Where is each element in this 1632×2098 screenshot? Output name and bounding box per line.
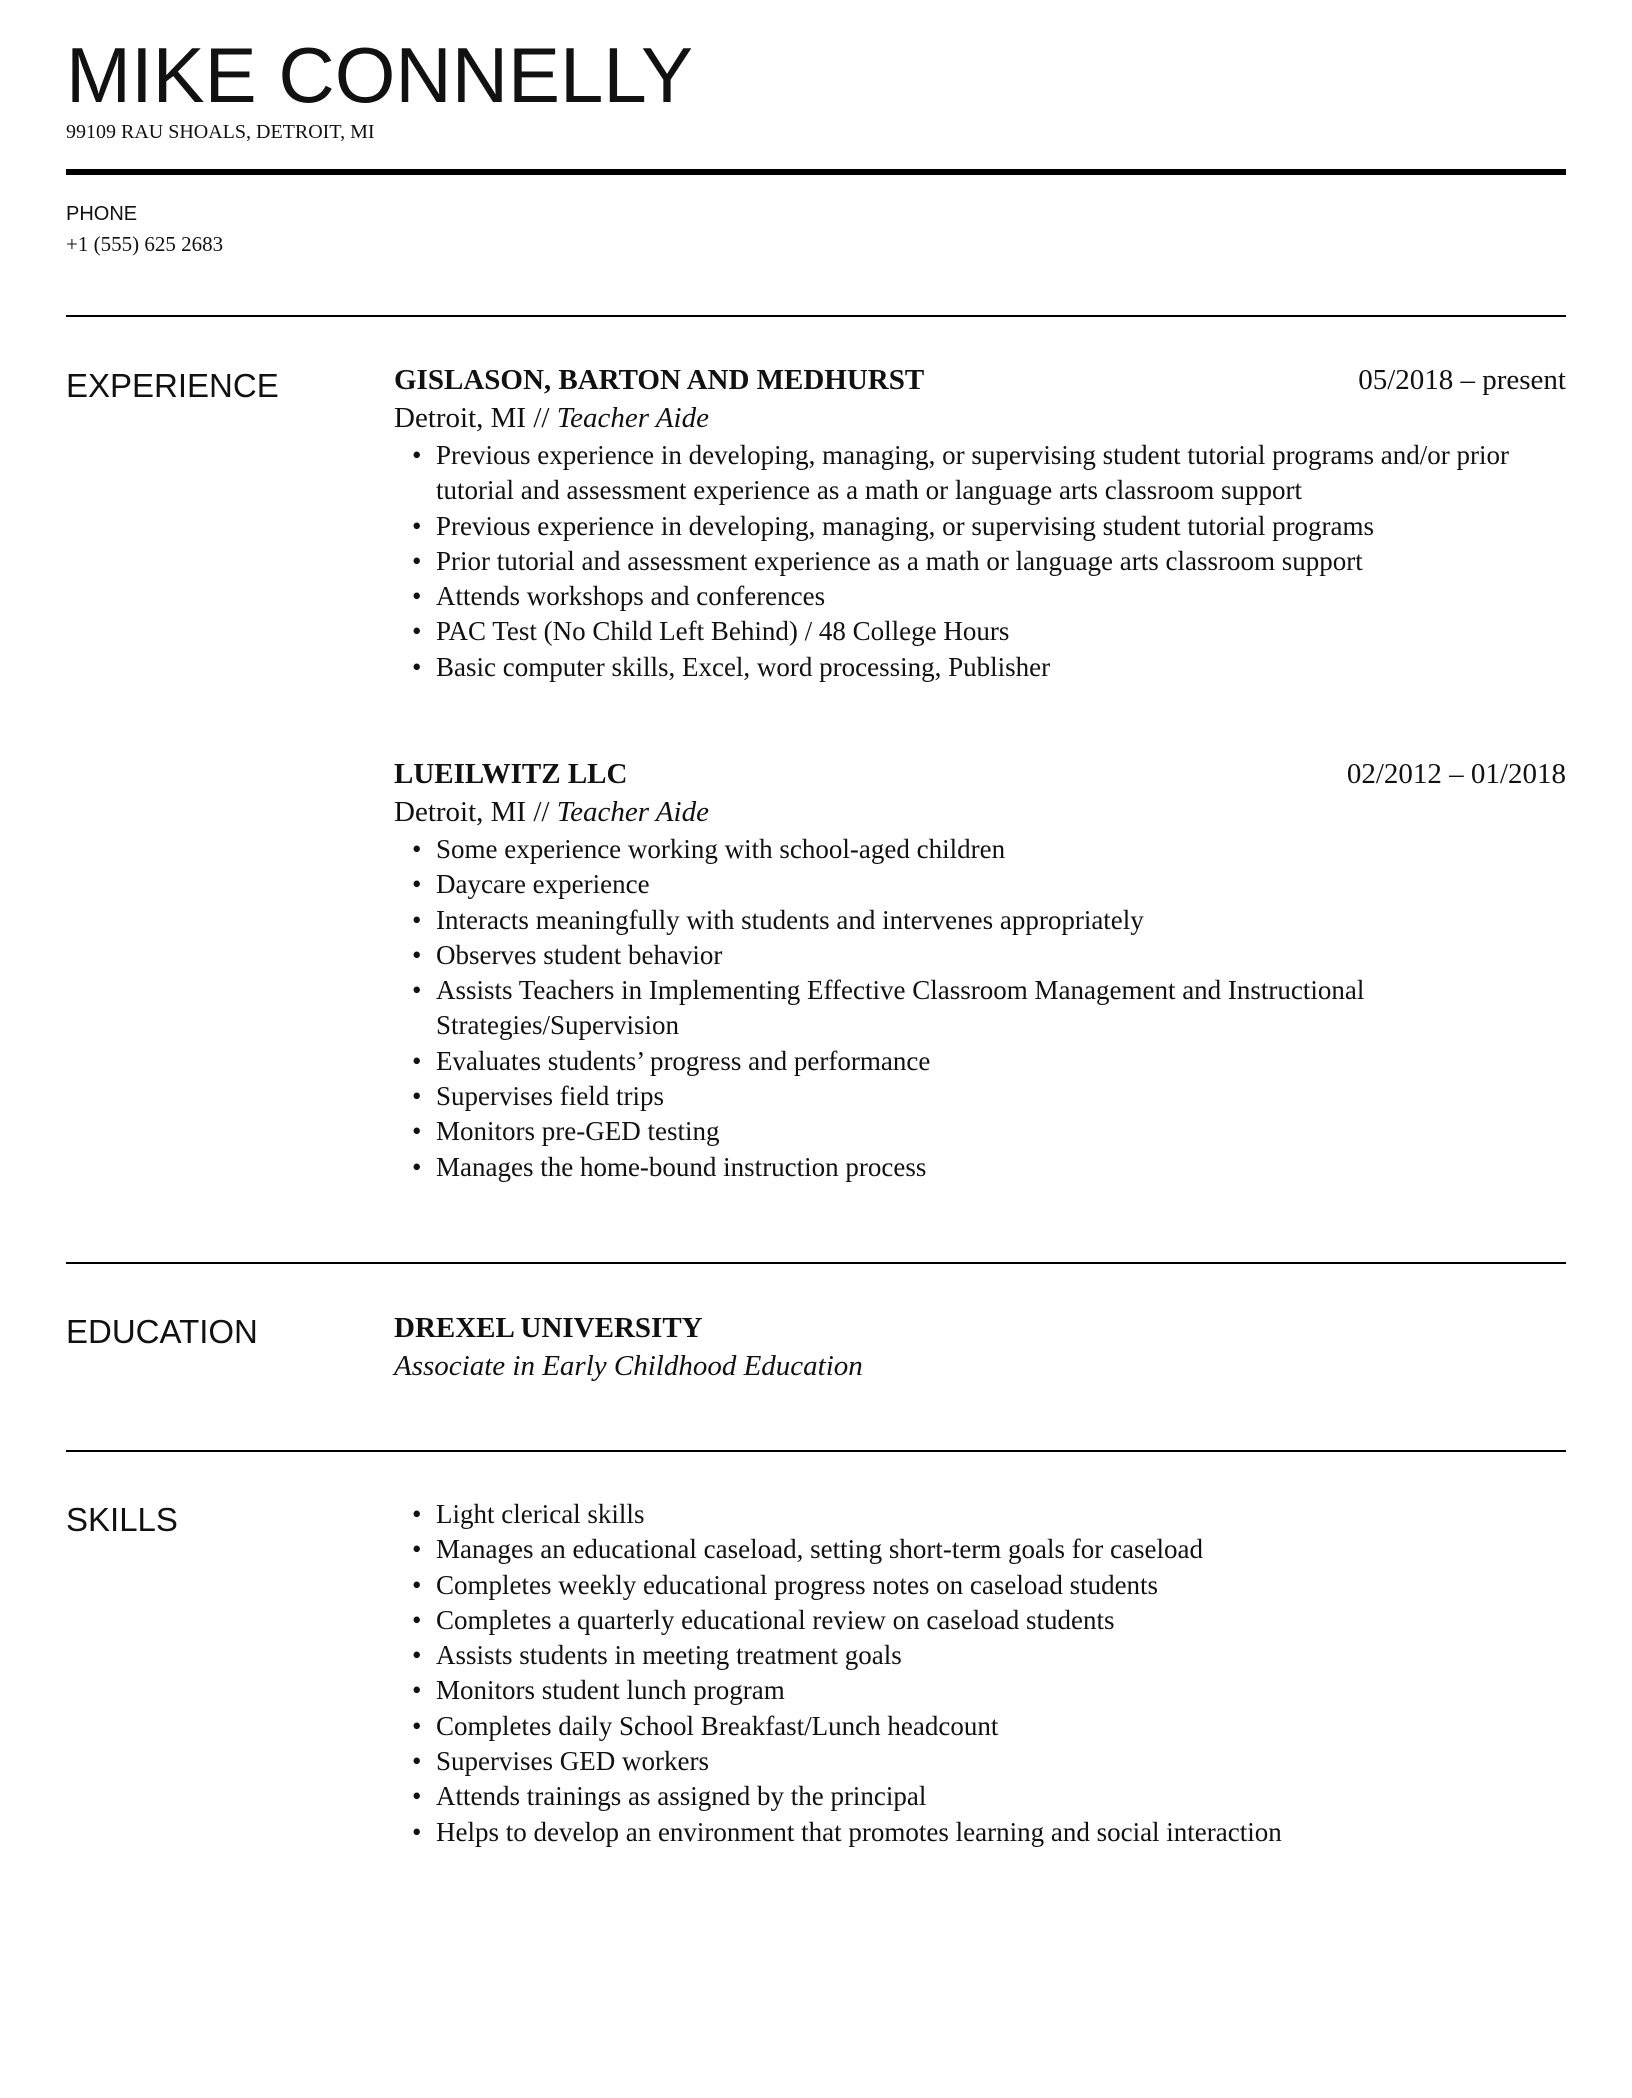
separator: // xyxy=(526,402,557,434)
job-role: Teacher Aide xyxy=(556,402,709,434)
list-item: • Daycare experience xyxy=(394,867,1566,902)
section-divider xyxy=(66,1450,1566,1452)
list-item: • PAC Test (No Child Left Behind) / 48 College Hours xyxy=(394,614,1566,649)
list-item: • Attends workshops and conferences xyxy=(394,579,1566,614)
list-item: • Evaluates students’ progress and performance xyxy=(394,1044,1566,1079)
list-item: • Completes weekly educational progress notes on caseload students xyxy=(394,1568,1566,1603)
list-item: • Prior tutorial and assessment experience as a math or language arts classroom support xyxy=(394,544,1566,579)
company-name: LUEILWITZ LLC xyxy=(394,758,628,790)
list-item: • Light clerical skills xyxy=(394,1497,1566,1532)
list-item: • Manages the home-bound instruction process xyxy=(394,1150,1566,1185)
list-item: • Supervises GED workers xyxy=(394,1744,1566,1779)
job-dates: 02/2012 – 01/2018 xyxy=(1346,758,1566,790)
job-location: Detroit, MI xyxy=(394,402,527,434)
phone-label: PHONE xyxy=(66,203,138,225)
list-item: • Basic computer skills, Excel, word processing, Publisher xyxy=(394,650,1566,685)
job-entry xyxy=(394,756,1566,1185)
job-location-role xyxy=(394,398,1566,438)
section-divider xyxy=(66,1262,1566,1264)
list-item: • Manages an educational caseload, setting short-term goals for caseload xyxy=(394,1532,1566,1567)
list-item: • Completes a quarterly educational review on caseload students xyxy=(394,1603,1566,1638)
degree: Associate in Early Childhood Education xyxy=(394,1350,863,1382)
job-location: Detroit, MI xyxy=(394,796,527,828)
list-item: • Monitors student lunch program xyxy=(394,1673,1566,1708)
header-divider xyxy=(66,169,1566,175)
company-name: GISLASON, BARTON AND MEDHURST xyxy=(394,364,925,396)
address: 99109 RAU SHOALS, DETROIT, MI xyxy=(66,121,375,143)
job-bullets xyxy=(394,832,1566,1185)
education-heading: EDUCATION xyxy=(66,1313,258,1350)
skills-entry xyxy=(394,1497,1566,1850)
list-item: • Previous experience in developing, managing, or supervising student tutorial programs xyxy=(394,509,1566,544)
school-name: DREXEL UNIVERSITY xyxy=(394,1312,703,1344)
skills-list xyxy=(394,1497,1566,1850)
list-item: • Attends trainings as assigned by the principal xyxy=(394,1779,1566,1814)
phone-number: +1 (555) 625 2683 xyxy=(66,232,224,256)
list-item: • Some experience working with school-aged children xyxy=(394,832,1566,867)
list-item: • Helps to develop an environment that promotes learning and social interaction xyxy=(394,1815,1566,1850)
skills-heading: SKILLS xyxy=(66,1501,178,1538)
list-item: • Completes daily School Breakfast/Lunch headcount xyxy=(394,1709,1566,1744)
list-item: • Previous experience in developing, managing, or supervising student tutorial programs and/or prior tutorial and assessment experience as a math or language arts classroom support xyxy=(394,438,1566,509)
section-divider xyxy=(66,315,1566,317)
job-dates: 05/2018 – present xyxy=(1358,364,1566,396)
list-item: • Assists students in meeting treatment goals xyxy=(394,1638,1566,1673)
list-item: • Observes student behavior xyxy=(394,938,1566,973)
list-item: • Monitors pre-GED testing xyxy=(394,1114,1566,1149)
candidate-name: MIKE CONNELLY xyxy=(66,31,694,119)
job-bullets xyxy=(394,438,1566,685)
job-location-role xyxy=(394,792,1566,832)
list-item: • Supervises field trips xyxy=(394,1079,1566,1114)
experience-heading: EXPERIENCE xyxy=(66,367,279,404)
list-item: • Assists Teachers in Implementing Effective Classroom Management and Instructional Strategies/Supervision xyxy=(394,973,1566,1044)
job-role: Teacher Aide xyxy=(556,796,709,828)
education-entry xyxy=(394,1310,1566,1386)
list-item: • Interacts meaningfully with students and intervenes appropriately xyxy=(394,903,1566,938)
separator: // xyxy=(526,796,557,828)
job-entry xyxy=(394,362,1566,685)
